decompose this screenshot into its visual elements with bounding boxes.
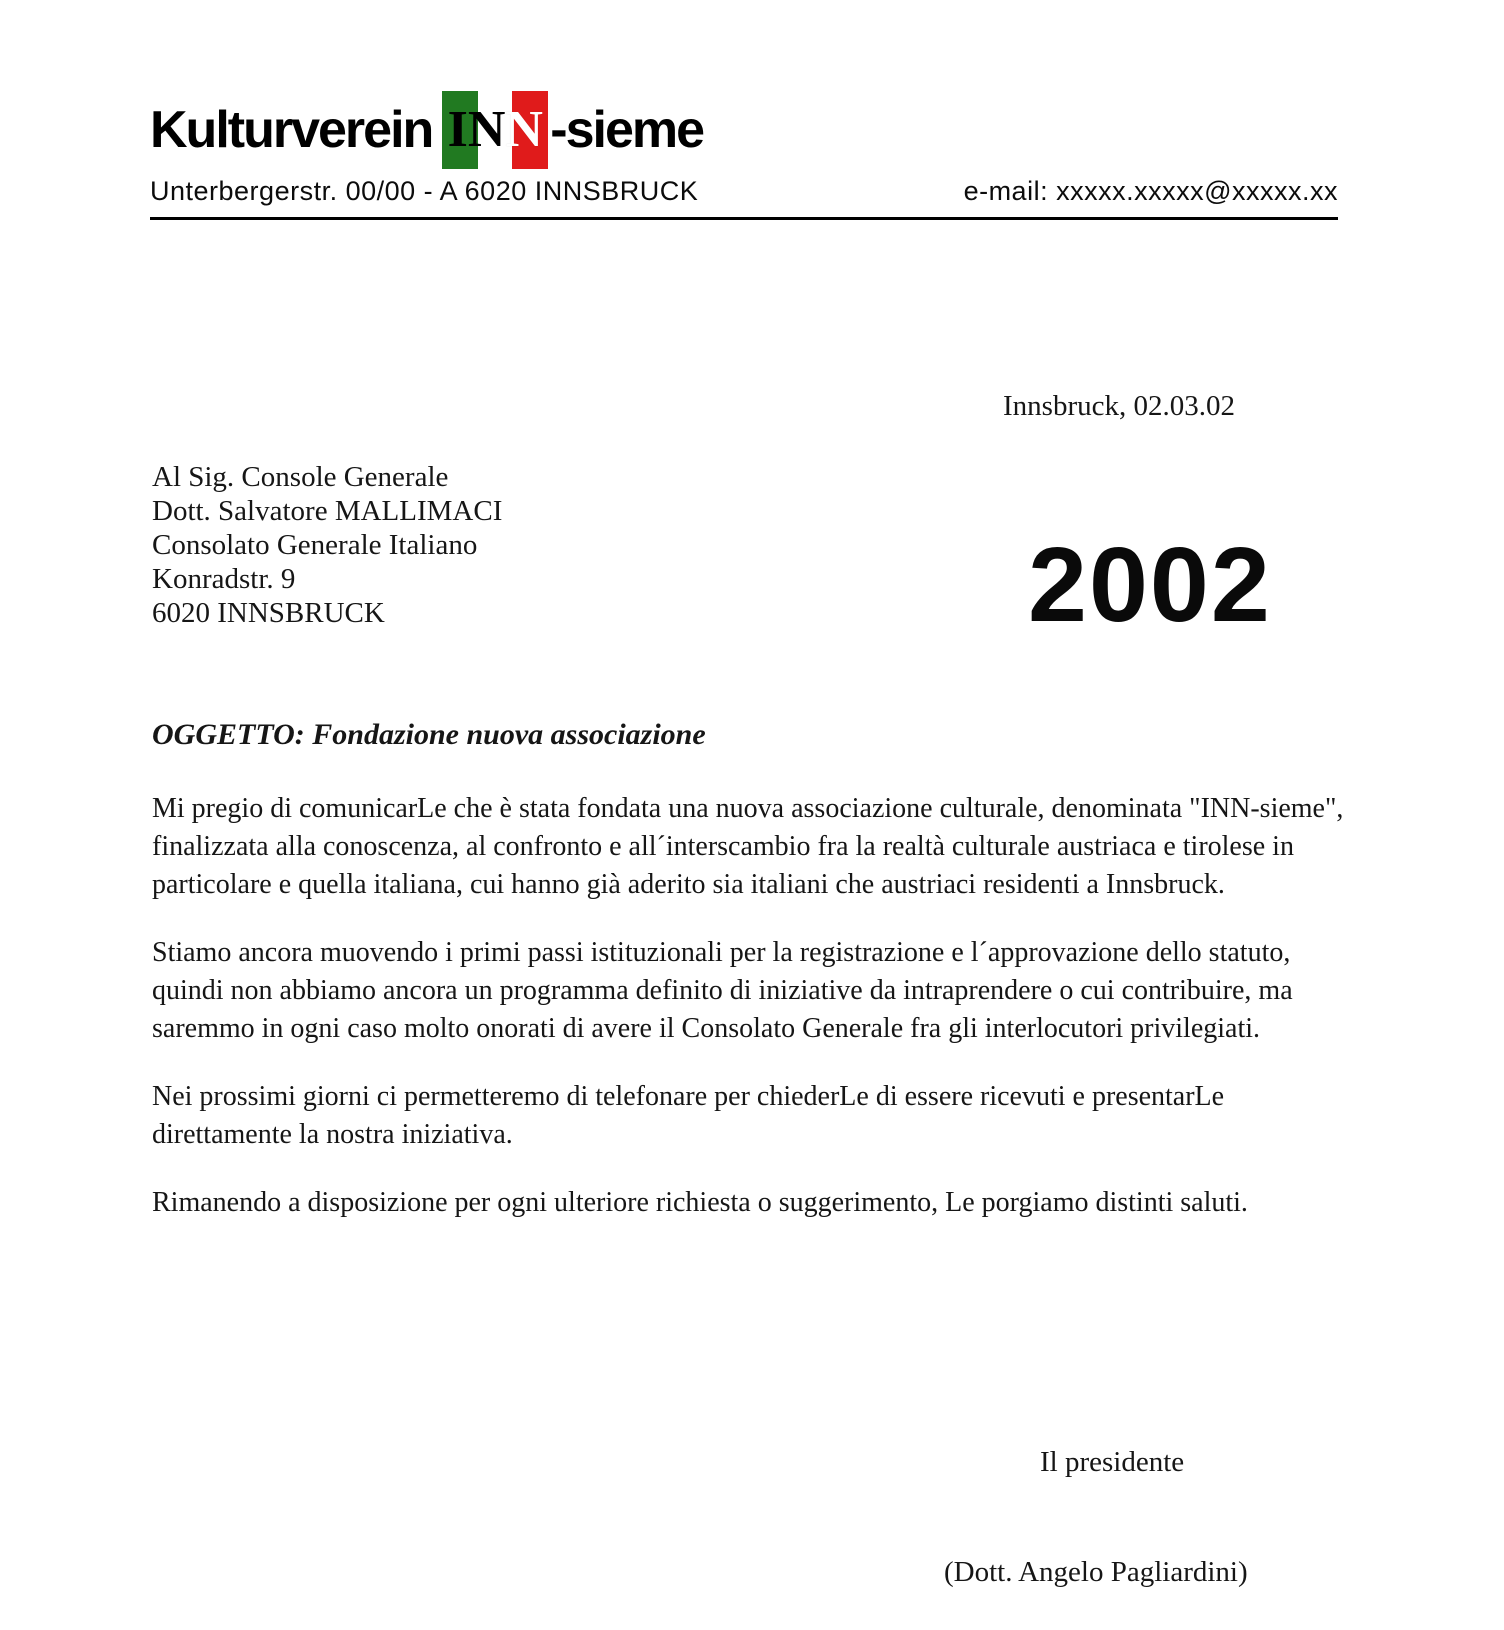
date-line: Innsbruck, 02.03.02 xyxy=(1003,390,1235,422)
inn-letter-i: I xyxy=(447,101,468,158)
letterhead xyxy=(150,86,1338,220)
paragraph-1: Mi pregio di comunicarLe che è stata fondata una nuova associazione culturale, denominata "INN-sieme", finalizzata alla conoscenza, al confronto e all´interscambio fra la realtà culturale austriaca e tirolese in particolare e quella italiana, cui hanno già aderito sia italiani che austriaci residenti a Innsbruck. xyxy=(152,793,1344,900)
org-address: Unterbergerstr. 00/00 - A 6020 INNSBRUCK xyxy=(150,176,699,206)
org-name-suffix: -sieme xyxy=(550,101,704,159)
signature-name: (Dott. Angelo Pagliardini) xyxy=(944,1556,1248,1588)
recipient-line: Konradstr. 9 xyxy=(152,563,296,595)
org-email: e-mail: xxxxx.xxxxx@xxxxx.xx xyxy=(963,176,1338,206)
paragraph-4: Rimanendo a disposizione per ogni ulteriore richiesta o suggerimento, Le porgiamo distinti saluti. xyxy=(152,1187,1248,1218)
recipient-line: Al Sig. Console Generale xyxy=(152,461,449,493)
inn-letter-n1: N xyxy=(467,101,506,158)
paragraph-3: Nei prossimi giorni ci permetteremo di telefonare per chiederLe di essere ricevuti e presentarLe direttamente la nostra iniziativa. xyxy=(152,1081,1225,1150)
org-logo xyxy=(150,86,1338,174)
year-stamp: 2002 xyxy=(1028,526,1272,644)
recipient-block xyxy=(152,460,502,630)
inn-letter-n2: N xyxy=(505,101,543,158)
letterhead-address-row xyxy=(150,176,1338,211)
recipient-line: 6020 INNSBRUCK xyxy=(152,597,385,629)
recipient-line: Consolato Generale Italiano xyxy=(152,529,478,561)
recipient-line: Dott. Salvatore MALLIMACI xyxy=(152,495,503,527)
letter-body xyxy=(152,716,1344,1252)
org-name-inn xyxy=(442,91,548,169)
paragraph-2: Stiamo ancora muovendo i primi passi istituzionali per la registrazione e l´approvazione dello statuto, quindi non abbiamo ancora un programma definito di iniziative da intraprendere o cui contribuire, ma saremmo in ogni caso molto onorati di avere il Consolato Generale fra gli interlocutori privilegiati. xyxy=(152,937,1293,1044)
italian-flag-logo xyxy=(442,91,548,169)
subject-line: OGGETTO: Fondazione nuova associazione xyxy=(152,718,706,751)
org-name-prefix: Kulturverein xyxy=(150,101,433,159)
signature-role: Il presidente xyxy=(1040,1446,1185,1478)
